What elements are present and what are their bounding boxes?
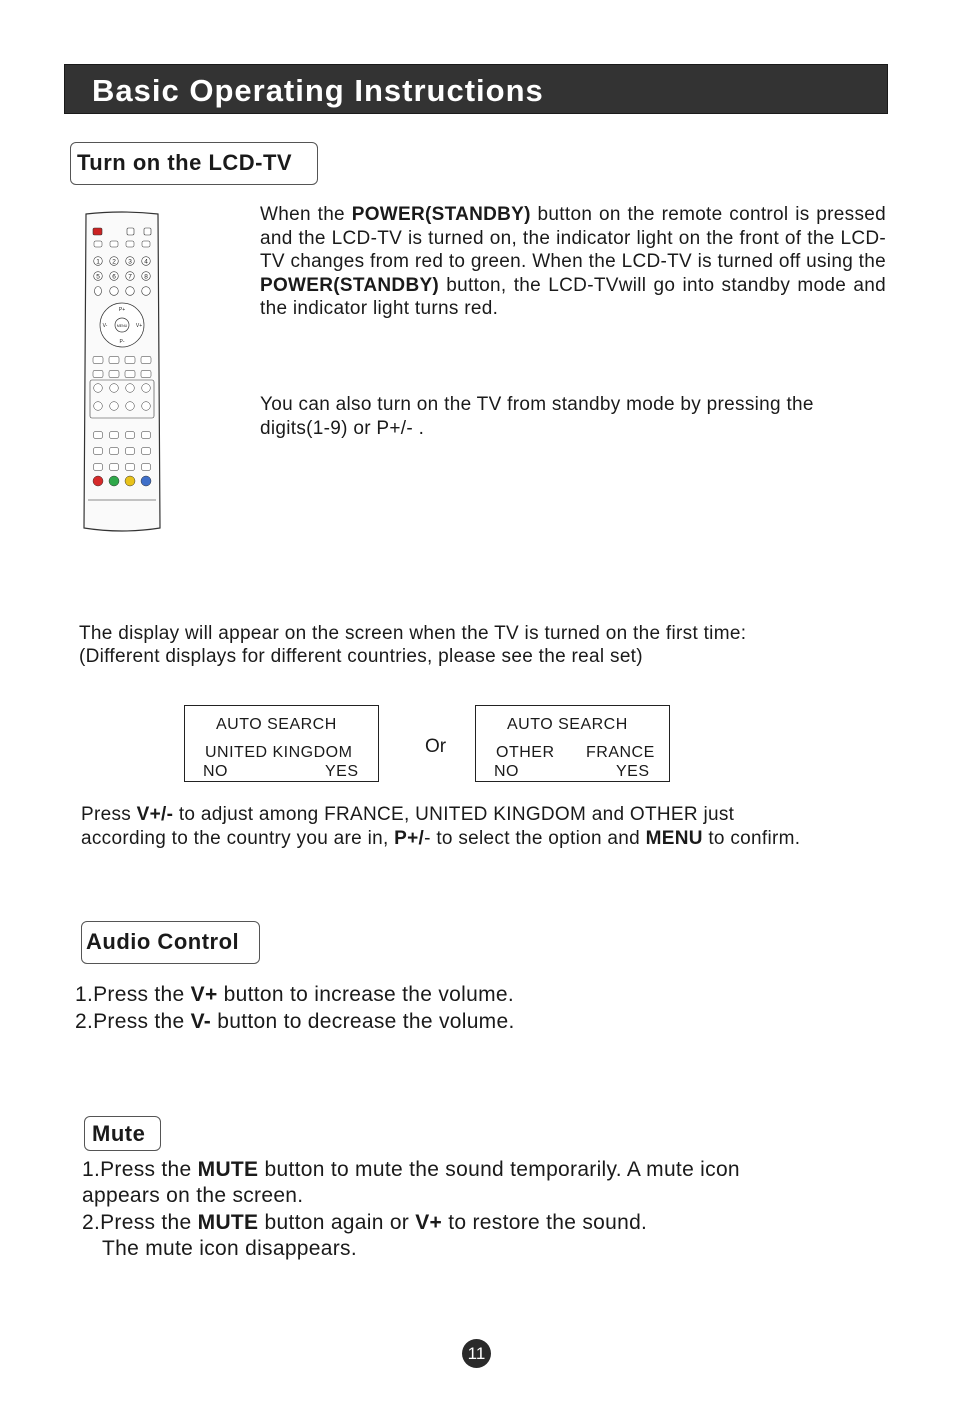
- remote-color-button: [141, 476, 151, 486]
- remote-button: [110, 432, 119, 439]
- page-number-badge: 11: [462, 1339, 491, 1368]
- remote-button: [142, 402, 151, 411]
- remote-power-button: [93, 228, 102, 235]
- remote-digit-label: 6: [112, 273, 116, 281]
- mute-step-2-text-2: button again or: [258, 1211, 416, 1234]
- remote-transport-button: [109, 357, 119, 364]
- remote-button: [94, 448, 103, 455]
- remote-button: [126, 384, 135, 393]
- press-text-3: according to the country you are in,: [81, 828, 395, 849]
- remote-digit-label: 3: [128, 258, 132, 266]
- section-header-turn-on: [70, 142, 318, 185]
- remote-button: [94, 384, 103, 393]
- press-instruction-line-1: [81, 803, 734, 827]
- remote-button: [127, 228, 134, 235]
- remote-button: [95, 287, 102, 296]
- standby-paragraph: You can also turn on the TV from standby mode by pressing the digits(1-9) or P+/- .: [260, 394, 814, 439]
- audio-step-1-text: 1.Press the: [75, 983, 191, 1006]
- mute-step-2-cont: The mute icon disappears.: [102, 1237, 357, 1260]
- audio-step-1-bold: V+: [190, 983, 218, 1006]
- press-text-4: - to select the option and: [424, 828, 646, 849]
- remote-transport-button: [93, 371, 103, 378]
- remote-digit-label: 7: [128, 273, 132, 281]
- remote-button: [126, 448, 135, 455]
- page-title: Basic Operating Instructions: [92, 73, 544, 108]
- display-intro-line-2: (Different displays for different countries, please see the real set): [79, 646, 643, 667]
- press-text-1: Press: [81, 804, 137, 825]
- audio-step-2-text-2: button to decrease the volume.: [211, 1010, 515, 1033]
- audio-step-1-text-2: button to increase the volume.: [217, 983, 515, 1006]
- remote-transport-button: [109, 371, 119, 378]
- remote-digit-label: 2: [112, 258, 116, 266]
- audio-step-2-text: 2.Press the: [75, 1010, 191, 1033]
- remote-nav-down-label: P-: [119, 339, 125, 345]
- mute-step-2-text: 2.Press the: [82, 1211, 198, 1234]
- audio-step-1: [75, 983, 514, 1007]
- power-text-3: button, the LCD-TVwill go into standby mode and the indicator light turns red.: [260, 274, 886, 320]
- mute-step-2-text-3: to restore the sound.: [442, 1211, 648, 1234]
- display-intro-line-1: The display will appear on the screen when the TV is turned on the first time:: [79, 623, 747, 644]
- remote-control-illustration: [82, 210, 162, 535]
- remote-transport-button: [141, 357, 151, 364]
- remote-button: [142, 432, 151, 439]
- power-text-2: button on the remote control is pressed and the LCD-TV is turned on, the indicator light on the front of the LCD-TV changes from red to green. When the LCD-TV is turned off using the: [260, 204, 886, 273]
- remote-nav-left-label: V-: [102, 323, 108, 329]
- section-header-mute: [84, 1116, 161, 1151]
- remote-button: [126, 432, 135, 439]
- remote-nav-up-label: P+: [118, 307, 126, 313]
- remote-color-button: [125, 476, 135, 486]
- remote-button: [110, 464, 119, 471]
- remote-transport-button: [93, 357, 103, 364]
- remote-button: [110, 448, 119, 455]
- audio-step-2-bold: V-: [190, 1010, 212, 1033]
- remote-button: [94, 241, 102, 247]
- or-label: Or: [425, 736, 447, 757]
- remote-digit-label: 1: [96, 258, 100, 266]
- remote-button: [142, 448, 151, 455]
- mute-step-1-text: 1.Press the: [82, 1158, 198, 1181]
- remote-button: [142, 287, 151, 296]
- power-paragraph: [260, 203, 886, 321]
- press-text-5: to confirm.: [702, 828, 801, 849]
- mute-step-2-bold: MUTE: [197, 1211, 259, 1234]
- power-standby-bold-2: POWER(STANDBY): [260, 274, 440, 296]
- remote-button: [126, 464, 135, 471]
- press-bold-vol: V+/-: [136, 804, 174, 825]
- power-standby-bold-1: POWER(STANDBY): [351, 204, 531, 225]
- remote-digit-label: 8: [144, 273, 148, 281]
- remote-button: [142, 384, 151, 393]
- section-title-audio: Audio Control: [86, 929, 240, 954]
- mute-step-1-bold: MUTE: [197, 1158, 259, 1181]
- auto-search-screen-france: [475, 705, 670, 782]
- remote-digit-label: 5: [96, 273, 100, 281]
- remote-transport-button: [141, 371, 151, 378]
- press-bold-menu: MENU: [645, 828, 703, 849]
- screen-france-title: AUTO SEARCH: [507, 716, 628, 733]
- section-header-audio: [81, 921, 260, 964]
- press-text-2: to adjust among FRANCE, UNITED KINGDOM and OTHER just: [173, 804, 735, 825]
- screen-france-yes: YES: [616, 763, 650, 780]
- mute-step-1-cont: appears on the screen.: [82, 1184, 304, 1207]
- remote-color-button: [109, 476, 119, 486]
- remote-digit-label: 4: [144, 258, 148, 266]
- remote-button: [110, 402, 119, 411]
- remote-transport-button: [125, 371, 135, 378]
- section-title-turn-on: Turn on the LCD-TV: [77, 150, 293, 175]
- power-text-1: When the: [260, 204, 352, 225]
- remote-button: [110, 384, 119, 393]
- screen-france-country-left: OTHER: [496, 744, 555, 761]
- remote-button: [142, 464, 151, 471]
- screen-france-country-right: FRANCE: [586, 744, 655, 761]
- remote-button: [110, 241, 118, 247]
- screen-uk-no: NO: [203, 763, 228, 780]
- press-bold-prog: P+/: [394, 828, 425, 849]
- screen-uk-yes: YES: [325, 763, 359, 780]
- remote-transport-button: [125, 357, 135, 364]
- mute-step-1-text-2: button to mute the sound temporarily. A mute icon: [258, 1158, 740, 1181]
- section-title-mute: Mute: [92, 1121, 146, 1146]
- page-header-bar: [64, 64, 888, 114]
- remote-button: [126, 287, 135, 296]
- remote-nav-right-label: V+: [135, 323, 143, 329]
- screen-uk-title: AUTO SEARCH: [216, 716, 337, 733]
- screen-uk-country: UNITED KINGDOM: [205, 744, 353, 761]
- remote-button: [144, 228, 151, 235]
- remote-button: [126, 241, 134, 247]
- remote-button: [126, 402, 135, 411]
- screen-france-no: NO: [494, 763, 519, 780]
- mute-step-2: [82, 1211, 647, 1235]
- remote-button: [142, 241, 150, 247]
- remote-color-button: [93, 476, 103, 486]
- audio-step-2: [75, 1010, 515, 1034]
- mute-step-1: [82, 1158, 740, 1182]
- press-instruction-line-2: [81, 827, 800, 851]
- remote-button: [110, 287, 119, 296]
- remote-button: [94, 432, 103, 439]
- remote-button: [94, 464, 103, 471]
- remote-menu-label: MENU: [116, 324, 128, 328]
- mute-step-2-bold-2: V+: [415, 1211, 443, 1234]
- auto-search-screen-uk: [184, 705, 379, 782]
- remote-button: [94, 402, 103, 411]
